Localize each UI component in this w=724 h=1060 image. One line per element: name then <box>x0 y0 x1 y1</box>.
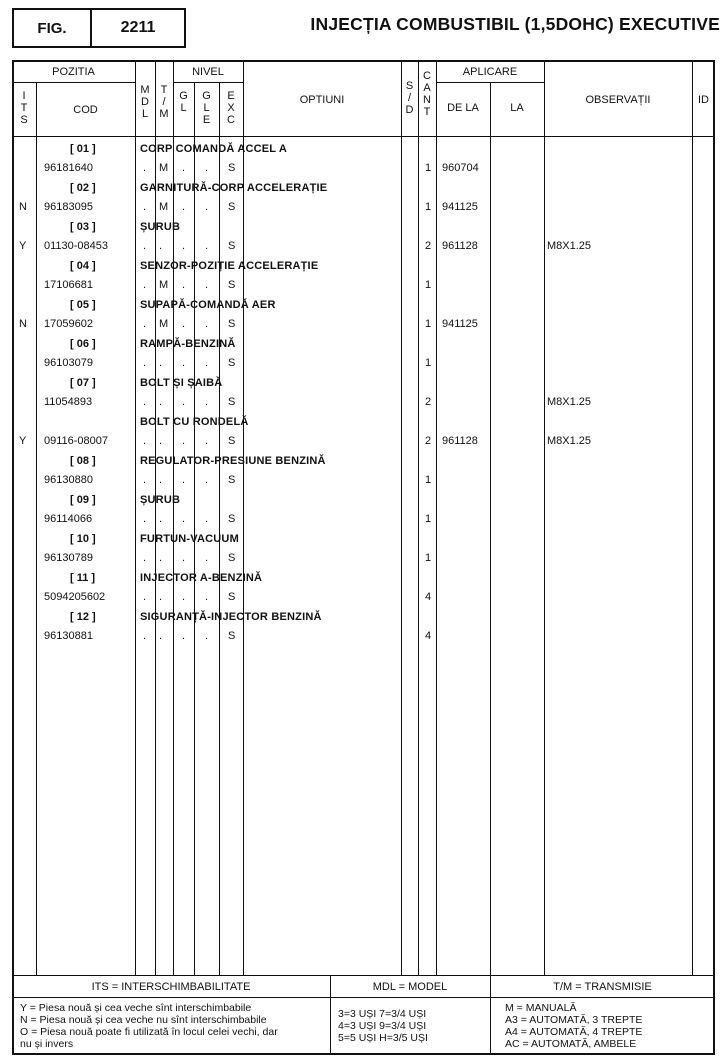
gl-value: . <box>182 474 186 486</box>
header-rule <box>173 82 243 83</box>
header-bottom-rule <box>12 136 715 137</box>
gl-value: . <box>182 201 186 213</box>
mdl-header: M D L <box>140 84 150 120</box>
col-divider <box>135 60 136 975</box>
exc-value: S <box>228 357 236 369</box>
fig-label: FIG. <box>12 8 92 48</box>
its-value: N <box>19 201 27 213</box>
observatii-header: OBSERVAȚII <box>585 94 651 106</box>
gl-value: . <box>182 318 186 330</box>
quantity: 1 <box>425 279 432 291</box>
gle-value: . <box>205 396 209 408</box>
part-description: SIGURANȚĂ-INJECTOR BENZINĂ <box>140 611 322 623</box>
tm-header: T / M <box>159 84 169 120</box>
gl-value: . <box>182 552 186 564</box>
part-description: FURTUN-VACUUM <box>140 533 239 545</box>
part-description: RAMPĂ-BENZINĂ <box>140 338 236 350</box>
col-divider <box>418 60 419 975</box>
optiuni-header: OPTIUNI <box>299 94 345 106</box>
quantity: 2 <box>425 435 432 447</box>
gle-header: G L E <box>202 90 211 126</box>
quantity: 4 <box>425 591 432 603</box>
mdl-value: . <box>143 552 147 564</box>
quantity: 1 <box>425 162 432 174</box>
part-description: GARNITURĂ-CORP ACCELERAȚIE <box>140 182 328 194</box>
position-label: [ 12 ] <box>70 611 96 623</box>
col-divider <box>692 60 693 975</box>
part-code: 96181640 <box>44 162 93 174</box>
position-label: [ 03 ] <box>70 221 96 233</box>
mdl-value: . <box>143 162 147 174</box>
gl-value: . <box>182 240 186 252</box>
position-label: [ 07 ] <box>70 377 96 389</box>
part-code: 96130880 <box>44 474 93 486</box>
its-legend: Y = Piesa nouă și cea veche sînt interschimbabile N = Piesa nouă și cea veche nu sînt interschimbabile O = Piesa nouă poate fi utilizată în locul celei vechi, dar nu și invers <box>20 1002 278 1050</box>
gle-value: . <box>205 357 209 369</box>
quantity: 4 <box>425 630 432 642</box>
part-code: 5094205602 <box>44 591 106 603</box>
footer-top-rule <box>12 975 715 976</box>
tm-value: . <box>159 435 163 447</box>
applied-from: 941125 <box>442 318 478 330</box>
footer-title-rule <box>12 997 715 998</box>
gle-value: . <box>205 591 209 603</box>
part-description: ȘURUB <box>140 221 181 233</box>
mdl-value: . <box>143 318 147 330</box>
tm-value: M <box>159 201 169 213</box>
its-header: I T S <box>20 90 28 126</box>
de-la-header: DE LA <box>447 102 479 114</box>
part-code: 96130881 <box>44 630 93 642</box>
quantity: 1 <box>425 318 432 330</box>
tm-value: . <box>159 474 163 486</box>
tm-value: . <box>159 630 163 642</box>
exc-value: S <box>228 279 236 291</box>
applied-from: 941125 <box>442 201 478 213</box>
gl-header: G L <box>179 90 188 114</box>
exc-value: S <box>228 162 236 174</box>
id-header: ID <box>698 94 709 106</box>
mdl-value: . <box>143 435 147 447</box>
exc-value: S <box>228 240 236 252</box>
col-divider <box>544 60 545 975</box>
mdl-value: . <box>143 357 147 369</box>
gl-value: . <box>182 435 186 447</box>
position-label: [ 01 ] <box>70 143 96 155</box>
quantity: 2 <box>425 396 432 408</box>
header-rule <box>12 82 135 83</box>
position-label: [ 02 ] <box>70 182 96 194</box>
quantity: 1 <box>425 513 432 525</box>
gle-value: . <box>205 162 209 174</box>
col-divider <box>436 60 437 975</box>
position-label: [ 08 ] <box>70 455 96 467</box>
col-divider <box>173 60 174 975</box>
its-value: N <box>19 318 27 330</box>
page-title: INJECȚIA COMBUSTIBIL (1,5DOHC) EXECUTIVE <box>310 14 720 34</box>
position-label: [ 10 ] <box>70 533 96 545</box>
part-description: INJECTOR A-BENZINĂ <box>140 572 263 584</box>
mdl-value: . <box>143 279 147 291</box>
exc-value: S <box>228 474 236 486</box>
part-code: 96103079 <box>44 357 93 369</box>
col-divider <box>194 82 195 975</box>
applied-from: 960704 <box>442 162 479 174</box>
mdl-legend: 3=3 UȘI 7=3/4 UȘI 4=3 UȘI 9=3/4 UȘI 5=5 UȘI H=3/5 UȘI <box>338 1008 428 1044</box>
part-description: BOLT ȘI ȘAIBĂ <box>140 377 223 389</box>
part-description: CORP COMANDĂ ACCEL A <box>140 143 288 155</box>
gl-value: . <box>182 630 186 642</box>
part-code: 17059602 <box>44 318 93 330</box>
mdl-value: . <box>143 396 147 408</box>
exc-value: S <box>228 591 236 603</box>
sd-header: S / D <box>405 80 414 116</box>
la-header: LA <box>510 102 524 114</box>
exc-value: S <box>228 513 236 525</box>
gle-value: . <box>205 201 209 213</box>
part-code: 17106681 <box>44 279 93 291</box>
mdl-value: . <box>143 474 147 486</box>
gl-value: . <box>182 279 186 291</box>
col-divider <box>401 60 402 975</box>
part-description: SUPAPĂ-COMANDĂ AER <box>140 299 276 311</box>
exc-value: S <box>228 630 236 642</box>
mdl-legend-title: MDL = MODEL <box>372 981 448 993</box>
applied-from: 961128 <box>442 435 478 447</box>
gl-value: . <box>182 513 186 525</box>
position-label: [ 05 ] <box>70 299 96 311</box>
gl-value: . <box>182 591 186 603</box>
col-divider <box>219 82 220 975</box>
gle-value: . <box>205 435 209 447</box>
col-divider <box>490 82 491 975</box>
mdl-value: . <box>143 513 147 525</box>
mdl-value: . <box>143 630 147 642</box>
part-description: SENZOR-POZIȚIE ACCELERAȚIE <box>140 260 319 272</box>
its-value: Y <box>19 240 27 252</box>
part-code: 11054893 <box>44 396 93 408</box>
quantity: 1 <box>425 201 432 213</box>
gle-value: . <box>205 630 209 642</box>
part-description: REGULATOR-PRESIUNE BENZINĂ <box>140 455 326 467</box>
aplicare-header: APLICARE <box>462 66 518 78</box>
gle-value: . <box>205 552 209 564</box>
quantity: 1 <box>425 357 432 369</box>
gl-value: . <box>182 396 186 408</box>
exc-value: S <box>228 552 236 564</box>
position-label: [ 11 ] <box>70 572 96 584</box>
cod-header: COD <box>73 104 98 116</box>
tm-value: M <box>159 162 169 174</box>
exc-value: S <box>228 201 236 213</box>
its-legend-title: ITS = INTERSCHIMBABILITATE <box>91 981 251 993</box>
tm-value: M <box>159 318 169 330</box>
tm-value: . <box>159 396 163 408</box>
exc-header: E X C <box>227 90 235 126</box>
observation: M8X1.25 <box>547 396 592 408</box>
part-description: ȘURUB <box>140 494 181 506</box>
its-value: Y <box>19 435 27 447</box>
exc-value: S <box>228 318 236 330</box>
cant-header: C A N T <box>423 70 431 118</box>
part-code: 09116-08007 <box>44 435 109 447</box>
tm-value: M <box>159 279 169 291</box>
position-label: [ 06 ] <box>70 338 96 350</box>
tm-value: . <box>159 240 163 252</box>
col-divider <box>243 60 244 975</box>
gl-value: . <box>182 162 186 174</box>
gle-value: . <box>205 513 209 525</box>
mdl-value: . <box>143 591 147 603</box>
observation: M8X1.25 <box>547 240 592 252</box>
gle-value: . <box>205 318 209 330</box>
part-code: 01130-08453 <box>44 240 109 252</box>
part-description: BOLT CU RONDELĂ <box>140 416 249 428</box>
col-divider <box>155 60 156 975</box>
tm-legend-title: T/M = TRANSMISIE <box>553 981 652 993</box>
part-code: 96114066 <box>44 513 93 525</box>
tm-value: . <box>159 513 163 525</box>
col-divider <box>36 82 37 975</box>
tm-value: . <box>159 591 163 603</box>
quantity: 2 <box>425 240 432 252</box>
pozitia-header: POZITIA <box>52 66 95 78</box>
exc-value: S <box>228 396 236 408</box>
mdl-value: . <box>143 240 147 252</box>
position-label: [ 09 ] <box>70 494 96 506</box>
gle-value: . <box>205 279 209 291</box>
position-label: [ 04 ] <box>70 260 96 272</box>
gle-value: . <box>205 240 209 252</box>
quantity: 1 <box>425 474 432 486</box>
gl-value: . <box>182 357 186 369</box>
exc-value: S <box>228 435 236 447</box>
applied-from: 961128 <box>442 240 478 252</box>
parts-table <box>12 60 715 1055</box>
tm-value: . <box>159 552 163 564</box>
nivel-header: NIVEL <box>192 66 224 78</box>
tm-legend: M = MANUALĂ A3 = AUTOMATĂ, 3 TREPTE A4 = AUTOMATĂ, 4 TREPTE AC = AUTOMATĂ, AMBELE <box>505 1002 643 1050</box>
quantity: 1 <box>425 552 432 564</box>
tm-value: . <box>159 357 163 369</box>
part-code: 96183095 <box>44 201 93 213</box>
part-code: 96130789 <box>44 552 93 564</box>
mdl-value: . <box>143 201 147 213</box>
observation: M8X1.25 <box>547 435 592 447</box>
gle-value: . <box>205 474 209 486</box>
fig-number: 2211 <box>90 8 186 48</box>
